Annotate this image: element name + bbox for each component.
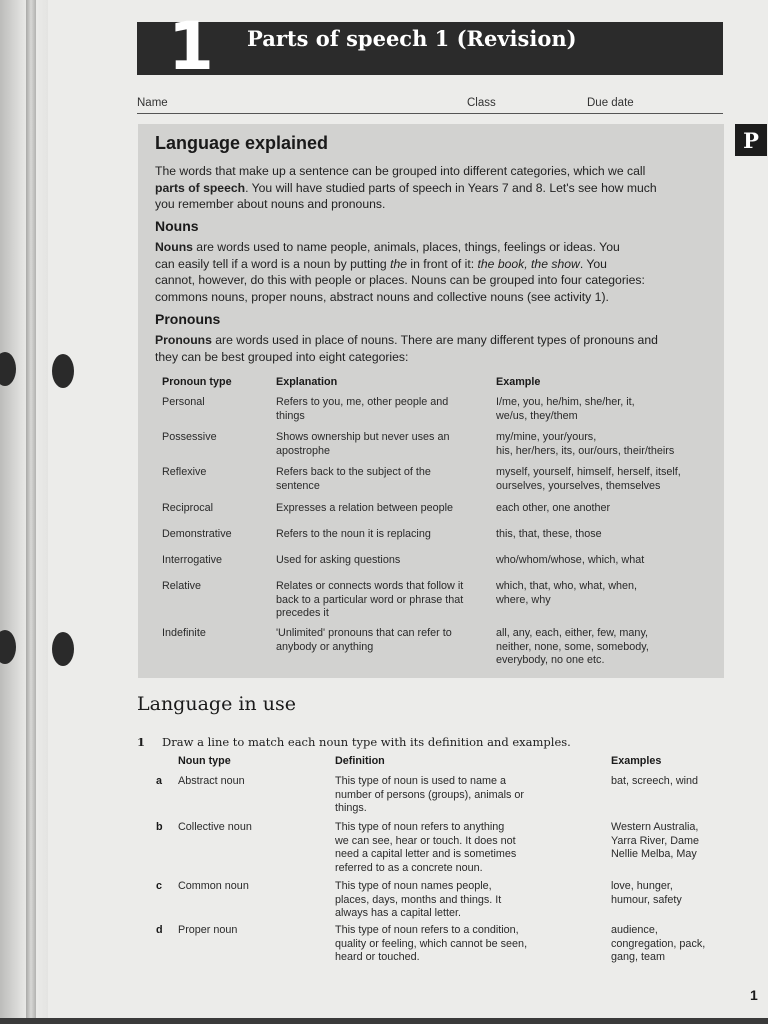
noun-table-header-type: Noun type	[178, 755, 231, 767]
emphasis: Nouns	[155, 240, 193, 254]
pronoun-example-cell	[496, 528, 602, 542]
nouns-line: can easily tell if a word is a noun by putting the in front of it: the book, the show. You	[155, 256, 607, 271]
pronoun-table-header-type: Pronoun type	[162, 376, 232, 388]
noun-definition-cell	[335, 924, 527, 965]
noun-examples-cell-line: gang, team	[611, 951, 666, 963]
noun-examples-cell-line: audience,	[611, 924, 658, 936]
pronoun-example-cell-line: ourselves, yourselves, themselves	[496, 479, 661, 492]
name-label: Name	[137, 97, 168, 109]
pronoun-example-cell-line: where, why	[496, 593, 551, 606]
noun-definition-cell-line: This type of noun names people,	[335, 880, 492, 892]
noun-definition-cell	[335, 880, 501, 921]
pronouns-line: Pronouns are words used in place of nouns. There are many different types of pronouns and	[155, 333, 658, 347]
noun-definition-cell-line: we can see, hear or touch. It does not	[335, 834, 516, 847]
noun-definition-cell-line: places, days, months and things. It	[335, 893, 502, 906]
pronouns-line: they can be best grouped into eight categories:	[155, 349, 409, 364]
pronoun-type-cell: Interrogative	[162, 554, 223, 566]
noun-definition-cell-line: referred to as a concrete noun.	[335, 861, 483, 874]
binder-edge	[26, 0, 36, 1024]
due-date-label: Due date	[587, 97, 634, 109]
italic-word: the	[390, 256, 408, 271]
noun-examples-cell-line: bat, screech, wind	[611, 775, 699, 787]
pronoun-example-cell-line: I/me, you, he/him, she/her, it,	[496, 396, 635, 408]
noun-definition-cell-line: number of persons (groups), animals or	[335, 788, 525, 801]
pronoun-explanation-cell	[276, 466, 431, 493]
pronoun-table-header-explanation: Explanation	[276, 376, 338, 388]
intro-line: parts of speech. You will have studied parts of speech in Years 7 and 8. Let's see how much	[155, 180, 657, 195]
punch-hole	[52, 632, 74, 666]
nouns-line: Nouns are words used to name people, animals, places, things, feelings or ideas. You	[155, 240, 620, 254]
section-title: Language explained	[155, 133, 329, 153]
nouns-line: cannot, however, do this with people or places. Nouns can be grouped into four categories:	[155, 273, 645, 287]
pronoun-type-cell: Demonstrative	[162, 528, 232, 540]
pronoun-explanation-cell-line: anybody or anything	[276, 640, 374, 653]
pronoun-explanation-cell	[276, 396, 448, 423]
noun-examples-cell-line: congregation, pack,	[611, 937, 706, 950]
pronoun-explanation-cell	[276, 528, 431, 542]
class-label: Class	[467, 97, 496, 109]
punch-hole	[52, 354, 74, 388]
pronoun-explanation-cell-line: Expresses a relation between people	[276, 502, 454, 514]
pronoun-explanation-cell-line: precedes it	[276, 607, 329, 619]
pronoun-type-cell: Reciprocal	[162, 502, 214, 514]
pronoun-explanation-cell-line: Refers back to the subject of the	[276, 466, 431, 478]
pronoun-explanation-cell	[276, 627, 452, 654]
pronoun-example-cell-line: his, her/hers, its, our/ours, their/theirs	[496, 444, 675, 457]
noun-examples-cell-line: Nellie Melba, May	[611, 848, 697, 860]
nouns-heading: Nouns	[155, 218, 199, 234]
intro-line: The words that make up a sentence can be grouped into different categories, which we call	[155, 164, 646, 178]
noun-table-header-examples: Examples	[611, 755, 662, 767]
noun-definition-cell-line: quality or feeling, which cannot be seen,	[335, 937, 528, 950]
pronoun-example-cell	[496, 431, 674, 458]
pronoun-example-cell-line: we/us, they/them	[496, 409, 578, 422]
scan-edge	[0, 1018, 768, 1024]
noun-examples-cell-line: Yarra River, Dame	[611, 834, 699, 847]
noun-examples-cell	[611, 880, 682, 907]
intro-line: you remember about nouns and pronouns.	[155, 197, 386, 211]
intro-paragraph	[155, 163, 710, 213]
row-letter: d	[156, 924, 163, 936]
pronoun-example-cell-line: all, any, each, either, few, many,	[496, 627, 649, 639]
page-number: 1	[750, 987, 758, 1003]
row-letter: c	[156, 880, 163, 892]
pronoun-example-cell	[496, 466, 681, 493]
noun-examples-cell	[611, 821, 699, 862]
emphasis: parts of speech	[155, 180, 246, 195]
pronoun-explanation-cell-line: Shows ownership but never uses an	[276, 431, 450, 443]
pronoun-example-cell-line: who/whom/whose, which, what	[496, 554, 645, 566]
pronoun-example-cell-line: which, that, who, what, when,	[496, 580, 638, 592]
pronoun-example-cell-line: everybody, no one etc.	[496, 654, 605, 666]
noun-type-cell: Proper noun	[178, 924, 238, 936]
pronoun-example-cell-line: myself, yourself, himself, herself, itself,	[496, 466, 681, 478]
noun-definition-cell-line: This type of noun refers to a condition,	[335, 924, 519, 936]
noun-definition-cell-line: This type of noun refers to anything	[335, 821, 505, 833]
pronoun-example-cell	[496, 554, 644, 568]
noun-type-cell: Abstract noun	[178, 775, 245, 787]
noun-examples-cell	[611, 924, 705, 965]
pronoun-type-cell: Reflexive	[162, 466, 207, 478]
page-title: Parts of speech 1 (Revision)	[247, 26, 577, 51]
pronoun-example-cell-line: neither, none, some, somebody,	[496, 640, 649, 653]
noun-examples-cell-line: Western Australia,	[611, 821, 699, 833]
nouns-paragraph	[155, 239, 710, 305]
noun-type-cell: Common noun	[178, 880, 249, 892]
unit-number: 1	[168, 8, 214, 85]
pronoun-type-cell: Personal	[162, 396, 205, 408]
pronoun-type-cell: Possessive	[162, 431, 217, 443]
pronoun-explanation-cell-line: Refers to the noun it is replacing	[276, 528, 431, 540]
pronoun-explanation-cell	[276, 431, 449, 458]
noun-definition-cell-line: things.	[335, 802, 367, 814]
pronoun-explanation-cell	[276, 554, 400, 568]
noun-definition-cell-line: always has a capital letter.	[335, 907, 462, 919]
pronouns-heading: Pronouns	[155, 311, 221, 327]
noun-definition-cell	[335, 821, 516, 875]
language-in-use-title: Language in use	[137, 693, 296, 715]
pronoun-explanation-cell-line: things	[276, 409, 305, 422]
pronoun-type-cell: Relative	[162, 580, 202, 592]
pronoun-example-cell	[496, 502, 610, 516]
italic-example: the book, the show	[477, 256, 580, 271]
section-badge: P	[735, 124, 767, 156]
pronoun-type-cell: Indefinite	[162, 627, 206, 639]
noun-table-header-definition: Definition	[335, 755, 385, 767]
pronoun-table-header-example: Example	[496, 376, 541, 388]
noun-definition-cell-line: This type of noun is used to name a	[335, 775, 507, 787]
nouns-line: commons nouns, proper nouns, abstract nouns and collective nouns (see activity 1).	[155, 289, 609, 304]
question-text: Draw a line to match each noun type with its definition and examples.	[162, 735, 571, 749]
pronoun-explanation-cell	[276, 580, 463, 621]
meta-divider	[137, 113, 723, 114]
pronoun-explanation-cell-line: Used for asking questions	[276, 554, 401, 566]
pronoun-explanation-cell-line: sentence	[276, 479, 320, 492]
pronoun-example-cell	[496, 580, 637, 607]
pronoun-example-cell-line: this, that, these, those	[496, 528, 602, 540]
pronoun-explanation-cell-line: apostrophe	[276, 444, 331, 457]
emphasis: Pronouns	[155, 333, 212, 347]
pronoun-example-cell-line: my/mine, your/yours,	[496, 431, 597, 443]
row-letter: b	[156, 821, 163, 833]
pronoun-example-cell-line: each other, one another	[496, 502, 611, 514]
pronoun-explanation-cell	[276, 502, 453, 516]
row-letter: a	[156, 775, 163, 787]
noun-examples-cell-line: love, hunger,	[611, 880, 673, 892]
question-number: 1	[137, 735, 146, 749]
pronoun-example-cell	[496, 396, 635, 423]
pronoun-example-cell	[496, 627, 649, 668]
noun-type-cell: Collective noun	[178, 821, 252, 833]
binder-spine	[0, 0, 48, 1024]
noun-examples-cell	[611, 775, 698, 789]
noun-definition-cell-line: need a capital letter and is sometimes	[335, 848, 517, 860]
pronoun-explanation-cell-line: 'Unlimited' pronouns that can refer to	[276, 627, 452, 639]
pronoun-explanation-cell-line: Relates or connects words that follow it	[276, 580, 464, 592]
pronouns-paragraph	[155, 332, 710, 365]
noun-examples-cell-line: humour, safety	[611, 893, 682, 906]
pronoun-explanation-cell-line: back to a particular word or phrase that	[276, 593, 464, 606]
noun-definition-cell-line: heard or touched.	[335, 951, 420, 963]
pronoun-explanation-cell-line: Refers to you, me, other people and	[276, 396, 449, 408]
noun-definition-cell	[335, 775, 524, 816]
